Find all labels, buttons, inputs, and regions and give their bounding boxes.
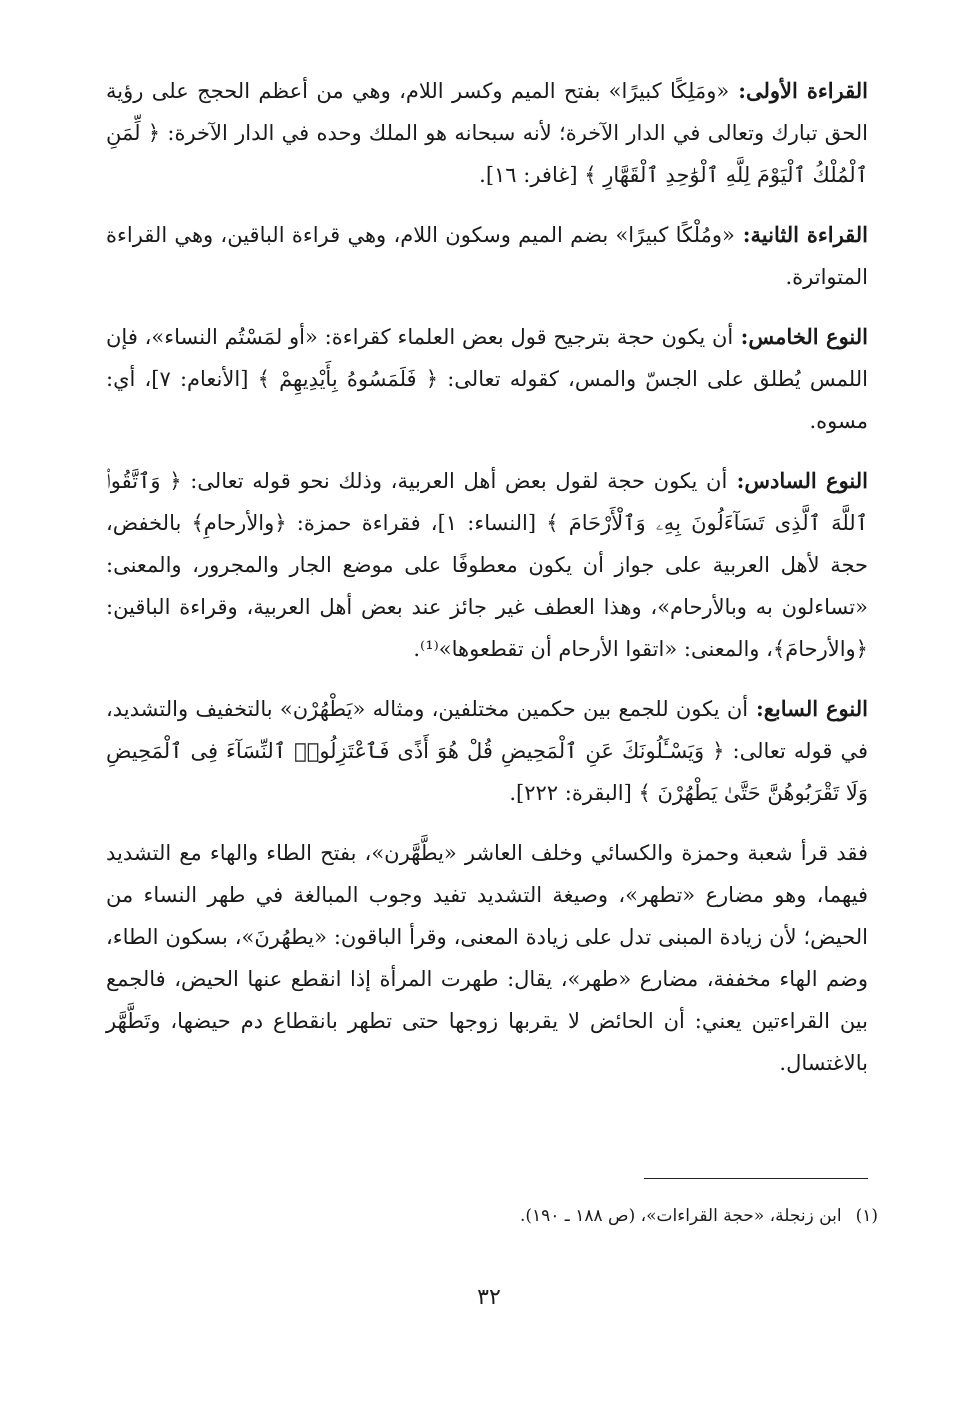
paragraph-reading-one: [106, 70, 868, 196]
paragraph-text: أن يكون حجة بترجيح قول بعض العلماء كقراءة: «أو لمَسْتُم النساء»، فإن اللمس يُطلق على الجسّ والمس، كقوله تعالى: ﴿ فَلَمَسُوهُ بِأَيْدِيهِمْ ﴾ [الأنعام: ٧]، أي: مسوه.: [106, 325, 868, 433]
paragraph-text: «ومَلِكًا كبيرًا» بفتح الميم وكسر اللام، وهي من أعظم الحجج على رؤية الحق تبارك وتعالى في الدار الآخرة؛ لأنه سبحانه هو الملك وحده في الدار الآخرة: ﴿ لِّمَنِ ٱلْمُلْكُ ٱلْيَوْمَ لِلَّهِ ٱلْوَٰحِدِ ٱلْقَهَّارِ ﴾ [غافر: ١٦].: [106, 79, 868, 187]
paragraph-readings-explanation: [106, 832, 868, 1084]
paragraph-reading-two: [106, 214, 868, 298]
term-label: النوع السادس:: [727, 468, 868, 493]
paragraph-type-five: [106, 316, 868, 442]
term-label: النوع السابع:: [748, 696, 868, 721]
footnote-separator: [644, 1178, 868, 1179]
term-label: القراءة الأولى:: [729, 78, 868, 103]
footnote-text: ابن زنجلة، «حجة القراءات»، (ص ١٨٨ ـ ١٩٠).: [519, 1206, 842, 1226]
paragraph-text: «ومُلْكًا كبيرًا» بضم الميم وسكون اللام، وهي قراءة الباقين، وهي القراءة المتواترة.: [106, 223, 868, 289]
page-body: [106, 70, 868, 1102]
paragraph-text: أن يكون للجمع بين حكمين مختلفين، ومثاله «يَطْهُرْن» بالتخفيف والتشديد، في قوله تعالى: ﴿ وَيَسْـَٔلُونَكَ عَنِ ٱلْمَحِيضِ قُلْ هُوَ أَذًى فَٱعْتَزِلُوا۟ ٱلنِّسَآءَ فِى ٱلْمَحِيضِ وَلَا تَقْرَبُوهُنَّ حَتَّىٰ يَطْهُرْنَ ﴾ [البقرة: ٢٢٢].: [106, 697, 868, 805]
paragraph-type-six: [106, 460, 868, 670]
footnote: [108, 1204, 878, 1228]
page-number: ٣٢: [477, 1285, 501, 1310]
term-label: القراءة الثانية:: [734, 222, 869, 247]
paragraph-type-seven: [106, 688, 868, 814]
paragraph-text: أن يكون حجة لقول بعض أهل العربية، وذلك نحو قوله تعالى: ﴿ وَٱتَّقُوا۟ ٱللَّهَ ٱلَّذِى تَسَآءَلُونَ بِهِۦ وَٱلْأَرْحَامَ ﴾ [النساء: ١]، فقراءة حمزة: ﴿والأرحامِ﴾ بالخفض، حجة لأهل العربية على جواز أن يكون معطوفًا على موضع الجار والمجرور، والمعنى: «تساءلون به وبالأرحام»، وهذا العطف غير جائز عند بعض أهل العربية، وقراءة الباقين: ﴿والأرحامَ﴾، والمعنى: «اتقوا الأرحام أن تقطعوها»⁽¹⁾.: [106, 469, 869, 661]
term-label: النوع الخامس:: [733, 324, 868, 349]
paragraph-text: فقد قرأ شعبة وحمزة والكسائي وخلف العاشر «يطَّهَّرن»، بفتح الطاء والهاء مع التشديد فيهما، وهو مضارع «تطهر»، وصيغة التشديد تفيد وجوب المبالغة في طهر النساء من الحيض؛ لأن زيادة المبنى تدل على زيادة المعنى، وقرأ الباقون: «يطهُرنَ»، بسكون الطاء، وضم الهاء مخففة، مضارع «طهر»، يقال: طهرت المرأة إذا انقطع عنها الحيض، فالجمع بين القراءتين يعني: أن الحائض لا يقربها زوجها حتى تطهر بانقطاع دم حيضها، وتَطَّهَّر بالاغتسال.: [106, 841, 868, 1075]
footnote-number: (١): [855, 1206, 878, 1226]
